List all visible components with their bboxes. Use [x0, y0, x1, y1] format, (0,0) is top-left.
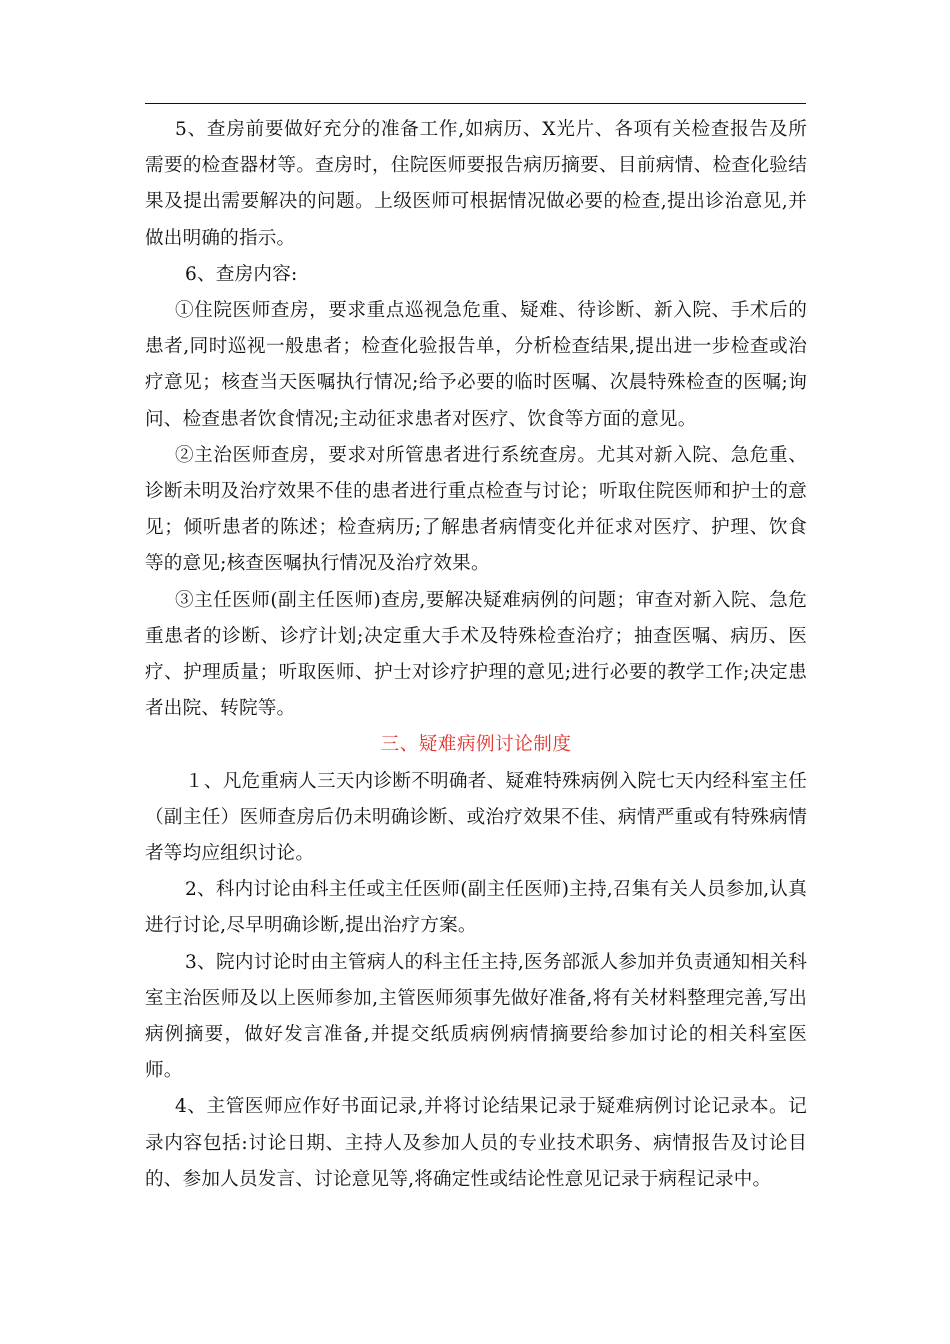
paragraph-discussion-1: １、凡危重病人三天内诊断不明确者、疑难特殊病例入院七天内经科室主任（副主任）医师查房后仍未明确诊断、或治疗效果不佳、病情严重或有特殊病情者等均应组织讨论。	[145, 770, 807, 865]
paragraph-attending-rounds: ②主治医师查房，要求对所管患者进行系统查房。尤其对新入院、急危重、诊断未明及治疗效果不佳的患者进行重点检查与讨论；听取住院医师和护士的意见；倾听患者的陈述；检查病历;了解患者病情变化并征求对医疗、护理、饮食等的意见;核查医嘱执行情况及治疗效果。	[145, 444, 807, 575]
paragraph-rounds-content-title: 6、查房内容:	[185, 263, 298, 285]
paragraph-rounds-preparation: 5、查房前要做好充分的准备工作,如病历、X光片、各项有关检查报告及所需要的检查器材等。查房时，住院医师要报告病历摘要、目前病情、检查化验结果及提出需要解决的问题。上级医师可根据情况做必要的检查,提出诊治意见,并做出明确的指示。	[145, 119, 807, 249]
paragraph-discussion-2: 2、科内讨论由科主任或主任医师(副主任医师)主持,召集有关人员参加,认真进行讨论,尽早明确诊断,提出治疗方案。	[145, 879, 807, 937]
document-body	[145, 112, 807, 1198]
paragraph-discussion-3: 3、院内讨论时由主管病人的科主任主持,医务部派人参加并负责通知相关科室主治医师及以上医师参加,主管医师须事先做好准备,将有关材料整理完善,写出病例摘要，做好发言准备,并提交纸质病例病情摘要给参加讨论的相关科室医师。	[145, 951, 807, 1082]
header-rule	[145, 103, 806, 104]
section-heading: 三、疑难病例讨论制度	[380, 734, 572, 756]
paragraph-resident-rounds: ①住院医师查房，要求重点巡视急危重、疑难、待诊断、新入院、手术后的患者,同时巡视一般患者；检查化验报告单，分析检查结果,提出进一步检查或治疗意见；核查当天医嘱执行情况;给予必要的临时医嘱、次晨特殊检查的医嘱;询问、检查患者饮食情况;主动征求患者对医疗、饮食等方面的意见。	[145, 300, 807, 430]
paragraph-chief-rounds: ③主任医师(副主任医师)查房,要解决疑难病例的问题；审查对新入院、急危重患者的诊断、诊疗计划;决定重大手术及特殊检查治疗；抽查医嘱、病历、医疗、护理质量；听取医师、护士对诊疗护理的意见;进行必要的教学工作;决定患者出院、转院等。	[145, 589, 807, 720]
paragraph-discussion-4: 4、主管医师应作好书面记录,并将讨论结果记录于疑难病例讨论记录本。记录内容包括:讨论日期、主持人及参加人员的专业技术职务、病情报告及讨论目的、参加人员发言、讨论意见等,将确定性或结论性意见记录于病程记录中。	[145, 1096, 807, 1190]
